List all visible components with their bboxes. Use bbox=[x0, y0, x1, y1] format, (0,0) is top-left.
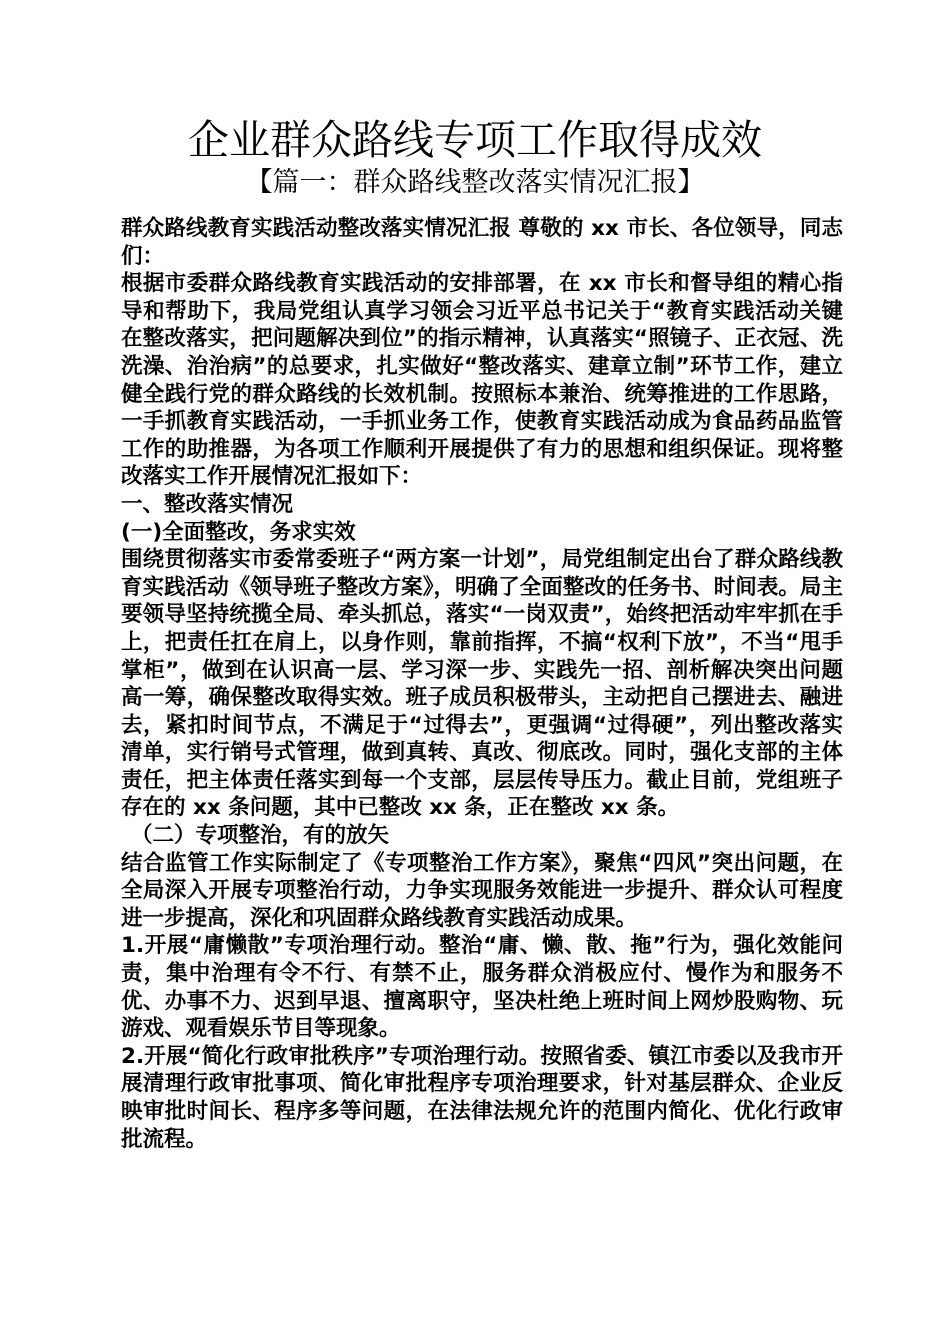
document-body bbox=[117, 215, 843, 1153]
section-heading: 一、整改落实情况 bbox=[121, 491, 294, 517]
list-item: 1.开展“庸懒散”专项治理行动。整治“庸、懒、散、拖”行为，强化效能问责，集中治理有令不行、有禁不止，服务群众消极应付、慢作为和服务不优、办事不力、迟到早退、擅离职守，坚决杜绝上班时间上网炒股购物、玩游戏、观看娱乐节目等现象。 bbox=[121, 933, 843, 1042]
list-item: 2.开展“简化行政审批秩序”专项治理行动。按照省委、镇江市委以及我市开展清理行政审批事项、简化审批程序专项治理要求，针对基层群众、企业反映审批时间长、程序多等问题，在法律法规允许的范围内简化、优化行政审批流程。 bbox=[121, 1043, 843, 1152]
document-title: 企业群众路线专项工作取得成效 bbox=[188, 116, 762, 164]
paragraph-body: 围绕贯彻落实市委常委班子“两方案一计划”，局党组制定出台了群众路线教育实践活动《领导班子整改方案》，明确了全面整改的任务书、时间表。局主要领导坚持统揽全局、牵头抓总，落实“一岗双责”，始终把活动牢牢抓在手上，把责任扛在肩上，以身作则，靠前指挥，不搞“权利下放”，不当“甩手掌柜”，做到在认识高一层、学习深一步、实践先一招、剖析解决突出问题高一筹，确保整改取得实效。班子成员积极带头，主动把自己摆进去、融进去，紧扣时间节点，不满足于“过得去”，更强调“过得硬”，列出整改落实清单，实行销号式管理，做到真转、真改、彻底改。同时，强化支部的主体责任，把主体责任落实到每一个支部，层层传导压力。截止目前，党组班子存在的 xx 条问题，其中已整改 xx 条，正在整改 xx 条。 bbox=[121, 547, 843, 821]
subsection-heading: (一)全面整改，务求实效 bbox=[121, 519, 356, 545]
paragraph-intro: 根据市委群众路线教育实践活动的安排部署，在 xx 市长和督导组的精心指导和帮助下，我局党组认真学习领会习近平总书记关于“教育实践活动关键在整改落实，把问题解决到位”的指示精神，认真落实“照镜子、正衣冠、洗洗澡、治治病”的总要求，扎实做好“整改落实、建章立制”环节工作，建立健全践行党的群众路线的长效机制。按照标本兼治、统筹推进的工作思路，一手抓教育实践活动，一手抓业务工作，使教育实践活动成为食品药品监管工作的助推器，为各项工作顺利开展提供了有力的思想和组织保证。现将整改落实工作开展情况汇报如下： bbox=[121, 271, 843, 490]
paragraph-body: 结合监管工作实际制定了《专项整治工作方案》，聚焦“四风”突出问题，在全局深入开展专项整治行动，力争实现服务效能进一步提升、群众认可程度进一步提高，深化和巩固群众路线教育实践活动成果。 bbox=[121, 850, 843, 931]
document-subtitle: 【篇一：群众路线整改落实情况汇报】 bbox=[245, 167, 705, 198]
paragraph-salutation: 群众路线教育实践活动整改落实情况汇报 尊敬的 xx 市长、各位领导，同志们： bbox=[121, 216, 843, 269]
subsection-heading: （二）专项整治，有的放矢 bbox=[131, 823, 390, 849]
